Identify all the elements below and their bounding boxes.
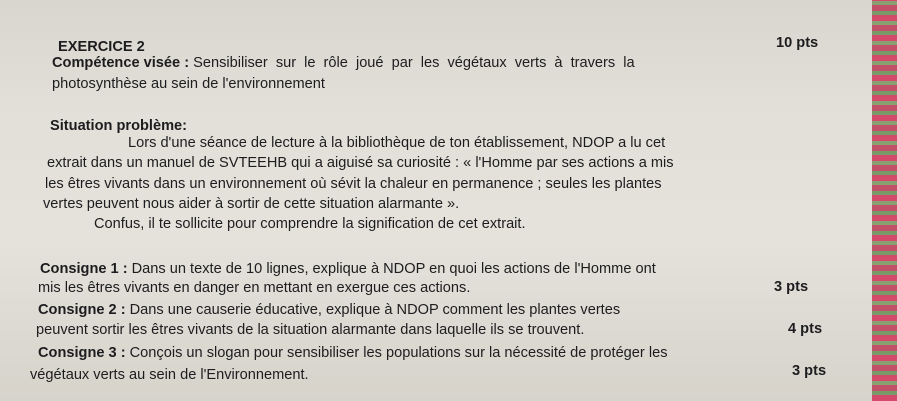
consigne-1-line-1 xyxy=(40,260,656,278)
consigne-2-text-1: Dans une causerie éducative, explique à NDOP comment les plantes vertes xyxy=(129,302,621,318)
consigne-2-points: 4 pts xyxy=(788,321,823,337)
background-fabric xyxy=(872,0,897,401)
competence-text-2: photosynthèse au sein de l'environnement xyxy=(52,76,325,92)
consigne-2-label: Consigne 2 : xyxy=(38,302,126,318)
competence-line-1 xyxy=(52,54,635,72)
situation-line-4: vertes peuvent nous aider à sortir de cette situation alarmante ». xyxy=(43,196,460,212)
consigne-2-text-2: peuvent sortir les êtres vivants de la situation alarmante dans laquelle ils se trouvent. xyxy=(36,322,585,338)
consigne-1-points: 3 pts xyxy=(774,279,809,295)
consigne-3-label: Consigne 3 : xyxy=(38,345,126,361)
consigne-3-points: 3 pts xyxy=(792,363,827,379)
situation-label: Situation problème: xyxy=(50,118,188,134)
competence-text-1: Sensibiliser sur le rôle joué par les végétaux verts à travers la xyxy=(193,55,635,71)
consigne-3-line-1 xyxy=(38,344,668,362)
situation-line-5: Confus, il te sollicite pour comprendre la signification de cet extrait. xyxy=(94,216,526,232)
exercise-points: 10 pts xyxy=(776,35,819,51)
situation-line-3: les êtres vivants dans un environnement où sévit la chaleur en permanence ; seules les plantes xyxy=(45,176,662,192)
consigne-3-text-2: végétaux verts au sein de l'Environnement. xyxy=(30,367,309,383)
consigne-1-text-1: Dans un texte de 10 lignes, explique à NDOP en quoi les actions de l'Homme ont xyxy=(131,261,656,277)
situation-line-1: Lors d'une séance de lecture à la bibliothèque de ton établissement, NDOP a lu cet xyxy=(128,135,666,151)
exercise-title: EXERCICE 2 xyxy=(58,39,145,55)
competence-label: Compétence visée : xyxy=(52,55,190,71)
situation-line-2: extrait dans un manuel de SVTEEHB qui a aiguisé sa curiosité : « l'Homme par ses actions a mis xyxy=(47,155,674,171)
consigne-3-text-1: Conçois un slogan pour sensibiliser les populations sur la nécessité de protéger les xyxy=(129,345,668,361)
consigne-1-label: Consigne 1 : xyxy=(40,261,128,277)
consigne-1-text-2: mis les êtres vivants en danger en mettant en exergue ces actions. xyxy=(38,280,471,296)
consigne-2-line-1 xyxy=(38,301,620,319)
